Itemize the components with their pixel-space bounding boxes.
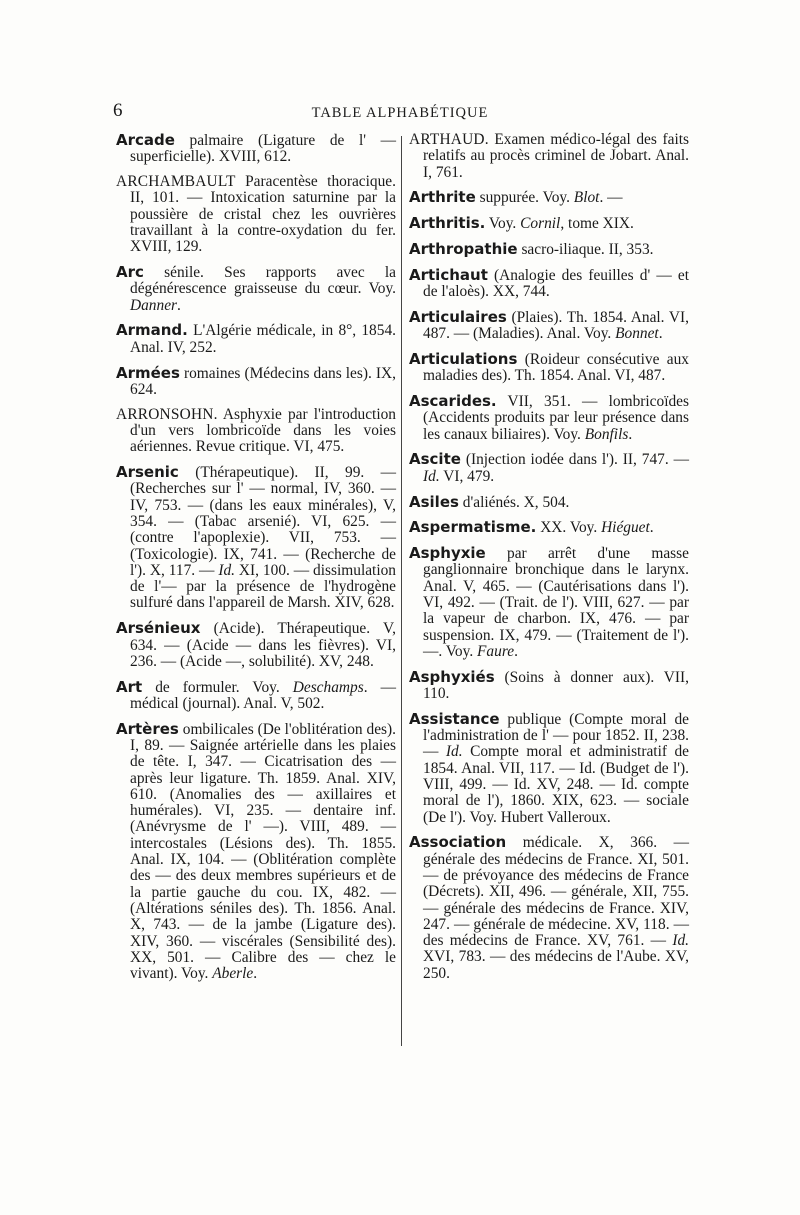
entry-headword: Arsenic bbox=[116, 463, 179, 482]
entry-text-tail: Compte moral et administratif de 1854. Anal. VII, 117. — Id. (Budget de l'). VIII, 499. — Id. XV, 248. — Id. compte moral de l'), 1860. XIX, 623. — sociale (De l'). Voy. Hubert Valleroux. bbox=[423, 743, 689, 826]
entry-author-reference: Hiéguet bbox=[601, 519, 650, 537]
entry-text-tail: XVI, 783. — des médecins de l'Aube. XV, 250. bbox=[423, 948, 689, 982]
entry-text: romaines (Médecins dans les). IX, 624. bbox=[130, 364, 396, 398]
index-entry bbox=[409, 351, 689, 385]
entry-text: de formuler. Voy. bbox=[142, 678, 293, 696]
entry-text-tail: . bbox=[253, 965, 258, 983]
entry-author-reference: Aberle bbox=[212, 965, 254, 983]
entry-text: palmaire (Ligature de l' — superficielle). XVIII, 612. bbox=[130, 132, 396, 166]
entry-author-reference: Blot bbox=[573, 189, 600, 207]
index-entry bbox=[116, 264, 396, 314]
entry-author-reference: Id. bbox=[445, 743, 463, 761]
entry-text: médicale. X, 366. — générale des médecins de France. XI, 501. — de prévoyance des médecins de France (Décrets). XII, 496. — générale, XII, 755. — générale des médecins de France. XIV, 247. — générale de médecine. XV, 118. — des médecins de France. XV, 761. — bbox=[423, 834, 689, 950]
index-entry bbox=[409, 393, 689, 443]
entry-headword: Ascarides. bbox=[409, 392, 497, 411]
entry-text: (Acide). Thérapeutique. V, 634. — (Acide — dans les fièvres). VI, 236. — (Acide —, solubilité). XV, 248. bbox=[130, 620, 396, 670]
entry-text: publique (Compte moral de l'administration de l' — pour 1852. II, 238. — bbox=[423, 710, 689, 761]
entry-text: ombilicales (De l'oblitération des). I, 89. — Saignée artérielle dans les plaies de tête. I, 347. — Cicatrisation des — après leur ligature. Th. 1859. Anal. XIV, 610. (Anomalies des — axillaires et humérales). VI, 235. — dentaire inf. (Anévrysme de l' —). VIII, 489. — intercostales (Lésions des). Th. 1855. Anal. IX, 104. — (Oblitération complète des — des deux membres supérieurs et de la partie gauche du cou. IX, 482. — (Altérations séniles des). Th. 1856. Anal. X, 743. — de la jambe (Ligature des). XIV, 360. — viscérales (Sensibilité des). XX, 501. — Calibre des — chez le vivant). Voy. bbox=[130, 720, 396, 983]
right-column bbox=[409, 132, 689, 991]
entry-text: par arrêt d'une masse ganglionnaire bronchique dans le larynx. Anal. V, 465. — (Cautérisations dans l'). VI, 492. — (Trait. de l'). VIII, 627. — par la vapeur de charbon. IX, 476. — par suspension. IX, 479. — (Traitement de l'). —. Voy. bbox=[423, 545, 689, 660]
entry-headword: Articulaires bbox=[409, 307, 507, 326]
index-entry bbox=[409, 267, 689, 301]
entry-headword: ARRONSOHN. bbox=[116, 405, 218, 423]
entry-text-tail: . — médical (journal). Anal. V, 502. bbox=[130, 678, 396, 712]
index-columns bbox=[116, 132, 696, 1052]
entry-headword: Art bbox=[116, 677, 143, 696]
running-head: TABLE ALPHABÉTIQUE bbox=[311, 105, 489, 121]
entry-text-tail: . bbox=[177, 296, 181, 314]
entry-text: Asphyxie par l'introduction d'un vers lombricoïde dans les voies aériennes. Revue critique. VI, 475. bbox=[130, 405, 396, 456]
entry-author-reference: Bonfils bbox=[584, 425, 629, 443]
entry-headword: Articulations bbox=[409, 349, 518, 368]
entry-text: (Injection iodée dans l'). II, 747. — bbox=[460, 451, 689, 469]
page-number: 6 bbox=[113, 100, 123, 121]
entry-text: d'aliénés. X, 504. bbox=[458, 493, 570, 511]
index-entry bbox=[116, 464, 396, 612]
entry-text-tail: , tome XIX. bbox=[560, 215, 634, 233]
entry-headword: Arc bbox=[116, 263, 144, 282]
entry-text-tail: XI, 100. — dissimulation de l'— par la présence de l'hydrogène sulfuré dans l'appareil de Marsh. XIV, 628. bbox=[130, 561, 396, 612]
entry-author-reference: Danner bbox=[130, 296, 178, 314]
entry-text: suppurée. Voy. bbox=[475, 189, 574, 207]
entry-headword: Association bbox=[409, 833, 507, 852]
entry-headword: Arthritis. bbox=[409, 214, 486, 233]
index-entry bbox=[116, 620, 396, 670]
column-rule bbox=[401, 136, 402, 1046]
entry-text-tail: . bbox=[628, 425, 633, 443]
index-entry bbox=[116, 322, 396, 356]
left-column bbox=[116, 132, 396, 991]
entry-text-tail: . bbox=[514, 642, 518, 660]
entry-headword: Asphyxiés bbox=[409, 667, 495, 686]
entry-text: Examen médico-légal des faits relatifs au procès criminel de Jobart. Anal. I, 761. bbox=[423, 131, 689, 181]
index-entry bbox=[409, 451, 689, 485]
entry-headword: Armand. bbox=[116, 321, 188, 340]
entry-author-reference: Id. bbox=[672, 932, 689, 950]
index-entry bbox=[409, 669, 689, 703]
entry-author-reference: Bonnet bbox=[615, 325, 659, 343]
entry-text-tail: . bbox=[649, 519, 654, 537]
entry-headword: Arcade bbox=[116, 131, 175, 149]
entry-text-tail: . bbox=[658, 325, 663, 343]
entry-headword: Armées bbox=[116, 363, 180, 382]
index-entry bbox=[116, 679, 396, 713]
entry-headword: Arthropathie bbox=[409, 239, 518, 258]
entry-author-reference: Id. bbox=[218, 561, 236, 579]
index-entry bbox=[409, 519, 689, 536]
index-entry bbox=[116, 174, 396, 255]
index-entry bbox=[409, 132, 689, 181]
entry-text: sacro-iliaque. II, 353. bbox=[517, 240, 654, 258]
entry-headword: Aspermatisme. bbox=[409, 518, 537, 537]
entry-text-tail: . — bbox=[599, 189, 623, 207]
index-entry bbox=[409, 309, 689, 343]
index-entry bbox=[116, 721, 396, 983]
entry-author-reference: Id. bbox=[423, 467, 440, 485]
entry-headword: Artichaut bbox=[409, 265, 488, 284]
index-entry bbox=[116, 365, 396, 399]
entry-text: XX. Voy. bbox=[536, 519, 602, 537]
entry-text: (Plaies). Th. 1854. Anal. VI, 487. — (Maladies). Anal. Voy. bbox=[423, 308, 689, 343]
entry-author-reference: Deschamps bbox=[292, 678, 364, 696]
entry-headword: ARTHAUD. bbox=[409, 131, 489, 148]
entry-text: L'Algérie médicale, in 8°, 1854. Anal. IV, 252. bbox=[130, 322, 396, 356]
entry-text: Voy. bbox=[485, 215, 521, 233]
entry-headword: Asphyxie bbox=[409, 544, 486, 563]
entry-headword: Asiles bbox=[409, 492, 459, 511]
index-entry bbox=[409, 241, 689, 258]
index-entry bbox=[116, 407, 396, 456]
entry-author-reference: Cornil bbox=[520, 215, 561, 233]
entry-headword: Arthrite bbox=[409, 188, 476, 207]
index-entry bbox=[409, 494, 689, 511]
entry-text: (Roideur consécutive aux maladies des). Th. 1854. Anal. VI, 487. bbox=[423, 350, 689, 385]
entry-headword: Assistance bbox=[409, 709, 500, 728]
entry-text: (Thérapeutique). II, 99. — (Recherches sur l' — normal, IV, 360. — IV, 753. — (dans les eaux minérales), V, 354. — (Tabac arsenié). VI, 625. — (contre l'apoplexie). VII, 753. — (Toxicologie). IX, 741. — (Recherche de l'). X, 117. — bbox=[130, 464, 396, 579]
index-entry bbox=[409, 545, 689, 660]
entry-text-tail: VI, 479. bbox=[439, 467, 495, 485]
entry-author-reference: Faure bbox=[477, 642, 515, 660]
entry-text: (Soins à donner aux). VII, 110. bbox=[423, 668, 689, 703]
entry-headword: Arsénieux bbox=[116, 619, 201, 638]
entry-headword: Ascite bbox=[409, 450, 461, 469]
index-entry bbox=[116, 132, 396, 166]
entry-text: VII, 351. — lombricoïdes (Accidents produits par leur présence dans les canaux biliaires). Voy. bbox=[423, 393, 689, 443]
entry-text: sénile. Ses rapports avec la dégénérescence graisseuse du cœur. Voy. bbox=[130, 264, 396, 298]
entry-headword: ARCHAMBAULT bbox=[116, 173, 236, 191]
index-entry bbox=[409, 711, 689, 826]
entry-text: (Analogie des feuilles d' — et de l'aloès). XX, 744. bbox=[423, 266, 689, 301]
index-entry bbox=[409, 215, 689, 232]
entry-headword: Artères bbox=[116, 719, 179, 738]
entry-text: Paracentèse thoracique. II, 101. — Intoxication saturnine par la poussière de cristal chez les ouvrières travaillant à la contre-oxydation du fer. XVIII, 129. bbox=[130, 173, 396, 256]
index-entry bbox=[409, 834, 689, 982]
index-entry bbox=[409, 189, 689, 206]
